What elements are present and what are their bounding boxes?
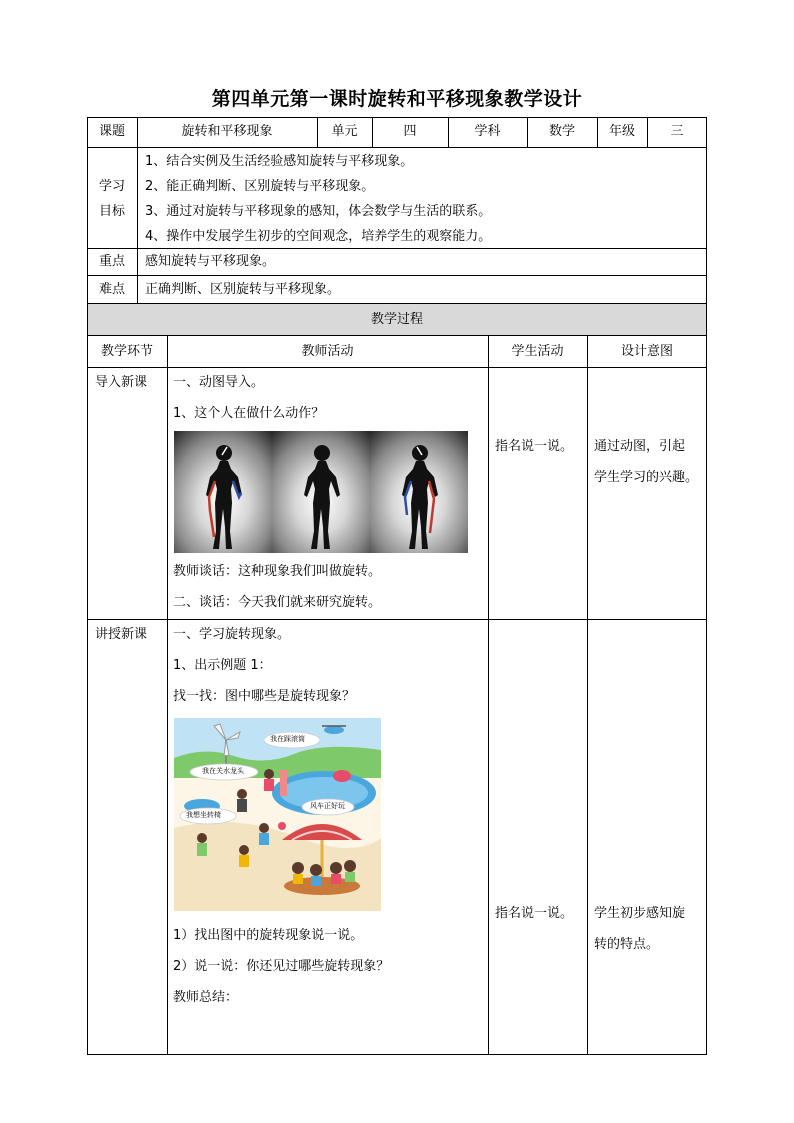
- objective-item: 3、通过对旋转与平移现象的感知，体会数学与生活的联系。: [145, 204, 492, 219]
- bubble-label: 我在踩滚筒: [270, 735, 305, 743]
- page-title: 第四单元第一课时旋转和平移现象教学设计: [211, 88, 583, 110]
- column-header-teacher: 教师活动: [301, 344, 354, 359]
- difficulty-label: 难点: [98, 282, 125, 297]
- topic-value: 旋转和平移现象: [181, 124, 273, 139]
- teacher-line: 找一找：图中哪些是旋转现象？: [173, 689, 356, 704]
- column-header-intent: 设计意图: [620, 344, 673, 359]
- bubble-label: 风车正好玩: [310, 802, 345, 810]
- key-point-text: 感知旋转与平移现象。: [145, 254, 276, 269]
- objectives-label-line2: 目标: [98, 204, 125, 219]
- playground-illustration: [174, 718, 381, 911]
- bubble-label: 我想坐转椅: [186, 811, 221, 819]
- teacher-line: 教师总结：: [173, 990, 239, 1005]
- stage-label: 讲授新课: [95, 627, 148, 642]
- grade-label: 年级: [608, 124, 635, 139]
- lesson-plan-table: [87, 117, 707, 1055]
- objectives-label-line1: 学习: [98, 179, 125, 194]
- teacher-line: 1）找出图中的旋转现象说一说。: [173, 928, 364, 943]
- column-header-student: 学生活动: [511, 344, 564, 359]
- teacher-line: 二、谈话：今天我们就来研究旋转。: [173, 595, 382, 610]
- teacher-line: 2）说一说：你还见过哪些旋转现象？: [173, 959, 390, 974]
- column-header-stage: 教学环节: [100, 344, 153, 359]
- objective-item: 4、操作中发展学生初步的空间观念，培养学生的观察能力。: [145, 229, 492, 244]
- process-title: 教学过程: [370, 312, 423, 327]
- unit-label: 单元: [331, 124, 358, 139]
- student-activity: 指名说一说。: [495, 906, 574, 921]
- student-activity: 指名说一说。: [495, 439, 574, 454]
- teacher-line: 1、出示例题 1：: [173, 658, 272, 673]
- intent-line: 通过动图，引起: [594, 439, 686, 454]
- teacher-line: 1、这个人在做什么动作？: [173, 406, 325, 421]
- teacher-line: 一、学习旋转现象。: [173, 627, 291, 642]
- objective-item: 2、能正确判断、区别旋转与平移现象。: [145, 179, 375, 194]
- teacher-line: 一、动图导入。: [173, 375, 265, 390]
- unit-value: 四: [403, 124, 417, 139]
- dancer-figure-image: [174, 431, 468, 553]
- subject-label: 学科: [474, 124, 501, 139]
- difficulty-text: 正确判断、区别旋转与平移现象。: [145, 282, 341, 297]
- teacher-line: 教师谈话：这种现象我们叫做旋转。: [173, 564, 382, 579]
- stage-label: 导入新课: [95, 375, 148, 390]
- bubble-label: 我在关水龙头: [202, 767, 244, 775]
- key-point-label: 重点: [98, 254, 125, 269]
- subject-value: 数学: [548, 124, 575, 139]
- objective-item: 1、结合实例及生活经验感知旋转与平移现象。: [145, 154, 414, 169]
- intent-line: 学生学习的兴趣。: [594, 470, 699, 485]
- grade-value: 三: [670, 124, 684, 139]
- intent-line: 转的特点。: [594, 937, 660, 952]
- topic-label: 课题: [98, 124, 125, 139]
- intent-line: 学生初步感知旋: [594, 906, 686, 921]
